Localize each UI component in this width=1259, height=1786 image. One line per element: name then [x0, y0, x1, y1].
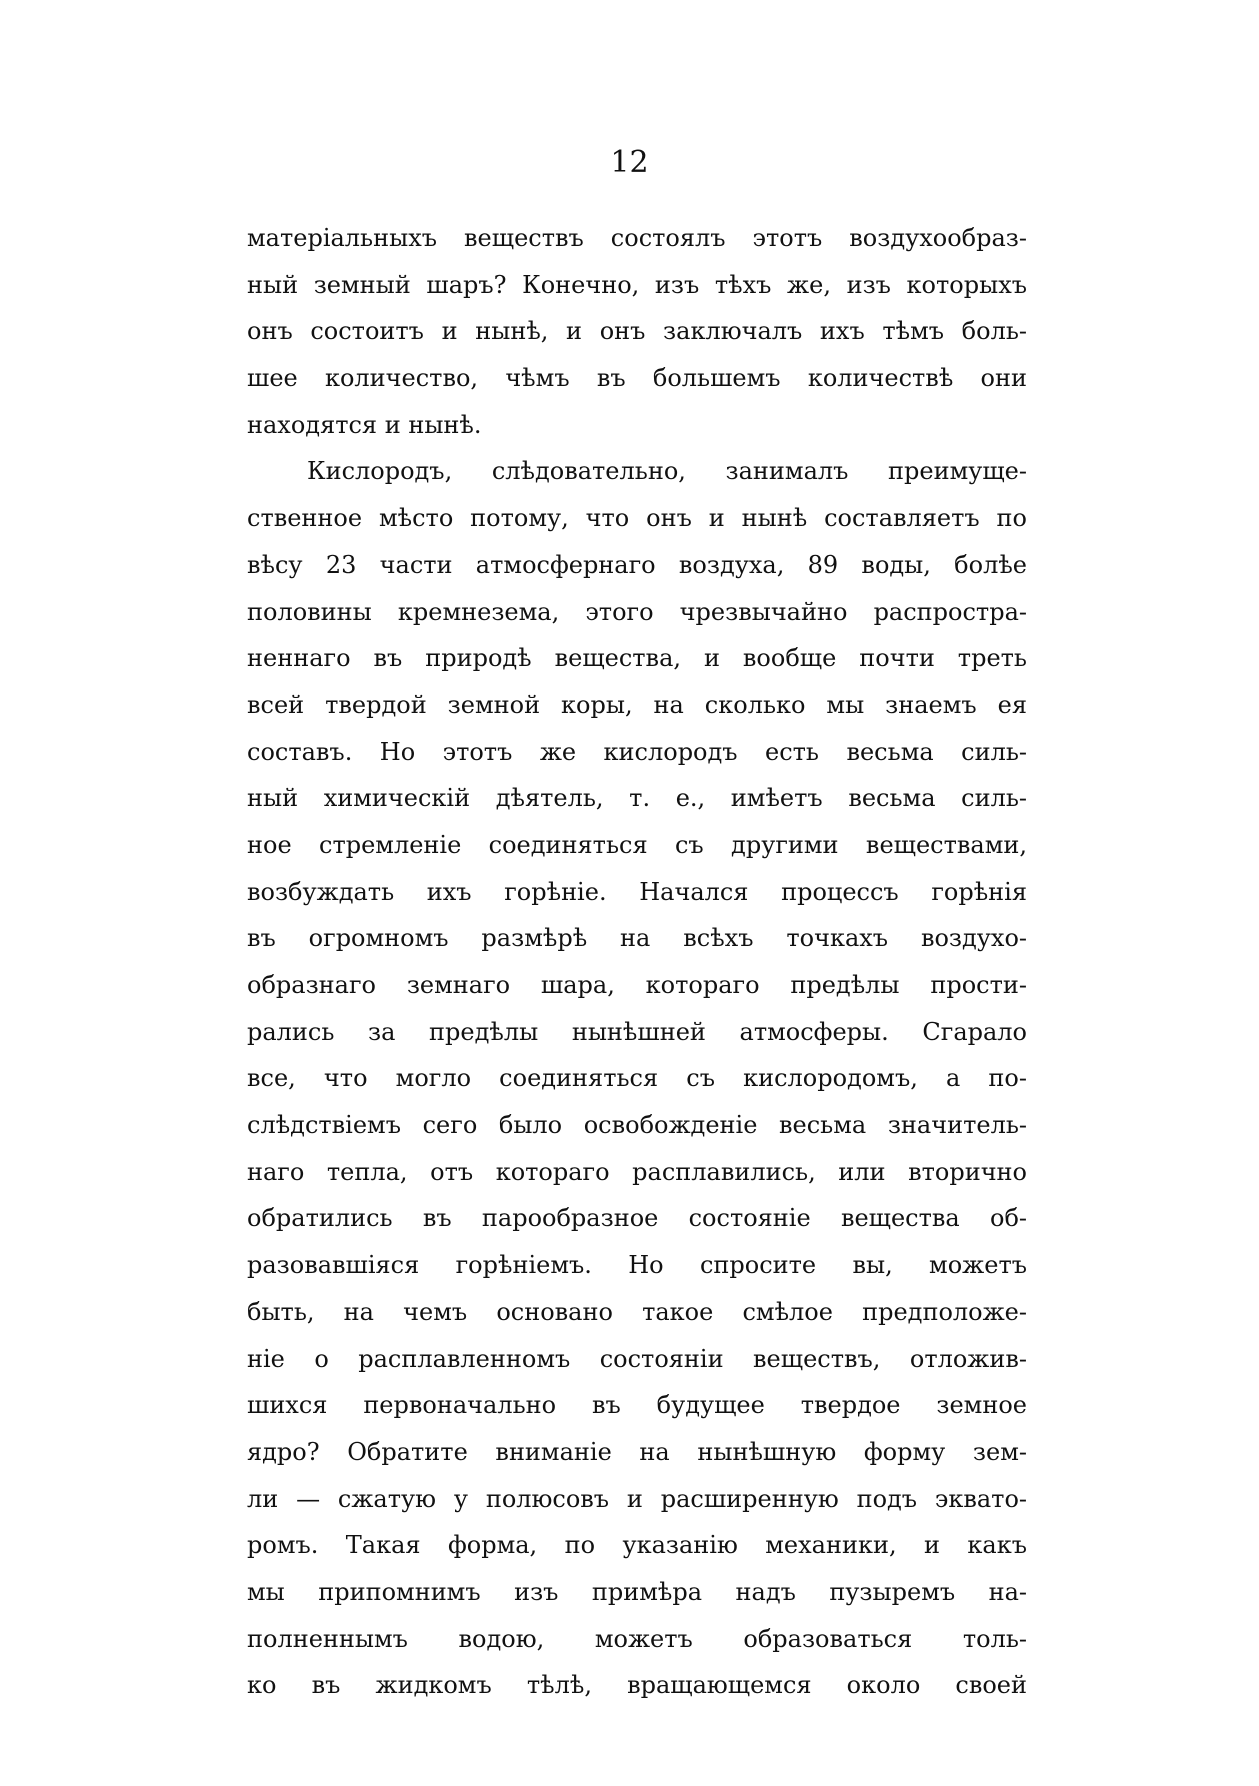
text-line: наго тепла, отъ котораго расплавились, или вторично [247, 1157, 1027, 1186]
text-line: ко въ жидкомъ тѣлѣ, вращающемся около своей [247, 1671, 1027, 1700]
text-line: ный химическій дѣятель, т. е., имѣетъ весьма силь- [247, 784, 1027, 813]
text-line: составъ. Но этотъ же кислородъ есть весьма силь- [247, 737, 1027, 766]
text-line: Кислородъ, слѣдовательно, занималъ преимуще- [307, 457, 1027, 486]
text-line: ніе о расплавленномъ состояніи веществъ, отложив- [247, 1344, 1027, 1373]
text-line: быть, на чемъ основано такое смѣлое предположе- [247, 1297, 1027, 1326]
text-line: ный земный шаръ? Конечно, изъ тѣхъ же, изъ которыхъ [247, 270, 1027, 299]
text-line: все, что могло соединяться съ кислородомъ, а по- [247, 1064, 1027, 1093]
text-line: шее количество, чѣмъ въ большемъ количествѣ они [247, 364, 1027, 393]
body-text [247, 215, 1027, 1709]
text-line: ное стремленіе соединяться съ другими веществами, [247, 830, 1027, 859]
text-line: полненнымъ водою, можетъ образоваться толь- [247, 1624, 1027, 1653]
text-line: разовавшіяся горѣніемъ. Но спросите вы, можетъ [247, 1251, 1027, 1280]
text-line: шихся первоначально въ будущее твердое земное [247, 1391, 1027, 1420]
text-line: находятся и нынѣ. [247, 410, 482, 439]
text-line: половины кремнезема, этого чрезвычайно распростра- [247, 597, 1027, 626]
text-line: въ огромномъ размѣрѣ на всѣхъ точкахъ воздухо- [247, 924, 1027, 953]
text-line: рались за предѣлы нынѣшней атмосферы. Сгарало [247, 1017, 1027, 1046]
text-line: ромъ. Такая форма, по указанію механики, и какъ [247, 1531, 1027, 1560]
text-line: образнаго земнаго шара, котораго предѣлы прости- [247, 971, 1027, 999]
text-line: всей твердой земной коры, на сколько мы знаемъ ея [247, 690, 1027, 719]
text-line: неннаго въ природѣ вещества, и вообще почти треть [247, 644, 1027, 673]
text-line: обратились въ парообразное состояніе вещества об- [247, 1204, 1027, 1233]
text-line: слѣдствіемъ сего было освобожденіе весьма значитель- [247, 1111, 1027, 1140]
text-line: ственное мѣсто потому, что онъ и нынѣ составляетъ по [247, 504, 1027, 533]
text-line: ядро? Обратите вниманіе на нынѣшную форму зем- [247, 1437, 1027, 1466]
text-line: онъ состоитъ и нынѣ, и онъ заключалъ ихъ тѣмъ боль- [247, 317, 1027, 346]
page-number: 12 [610, 145, 649, 180]
text-line: вѣсу 23 части атмосфернаго воздуха, 89 воды, болѣе [247, 550, 1027, 579]
text-line: мы припомнимъ изъ примѣра надъ пузыремъ на- [247, 1577, 1027, 1606]
text-line: возбуждать ихъ горѣніе. Начался процессъ горѣнія [247, 877, 1027, 906]
text-line: ли — сжатую у полюсовъ и расширенную подъ эквато- [247, 1484, 1027, 1513]
text-line: матеріальныхъ веществъ состоялъ этотъ воздухообраз- [247, 224, 1027, 252]
